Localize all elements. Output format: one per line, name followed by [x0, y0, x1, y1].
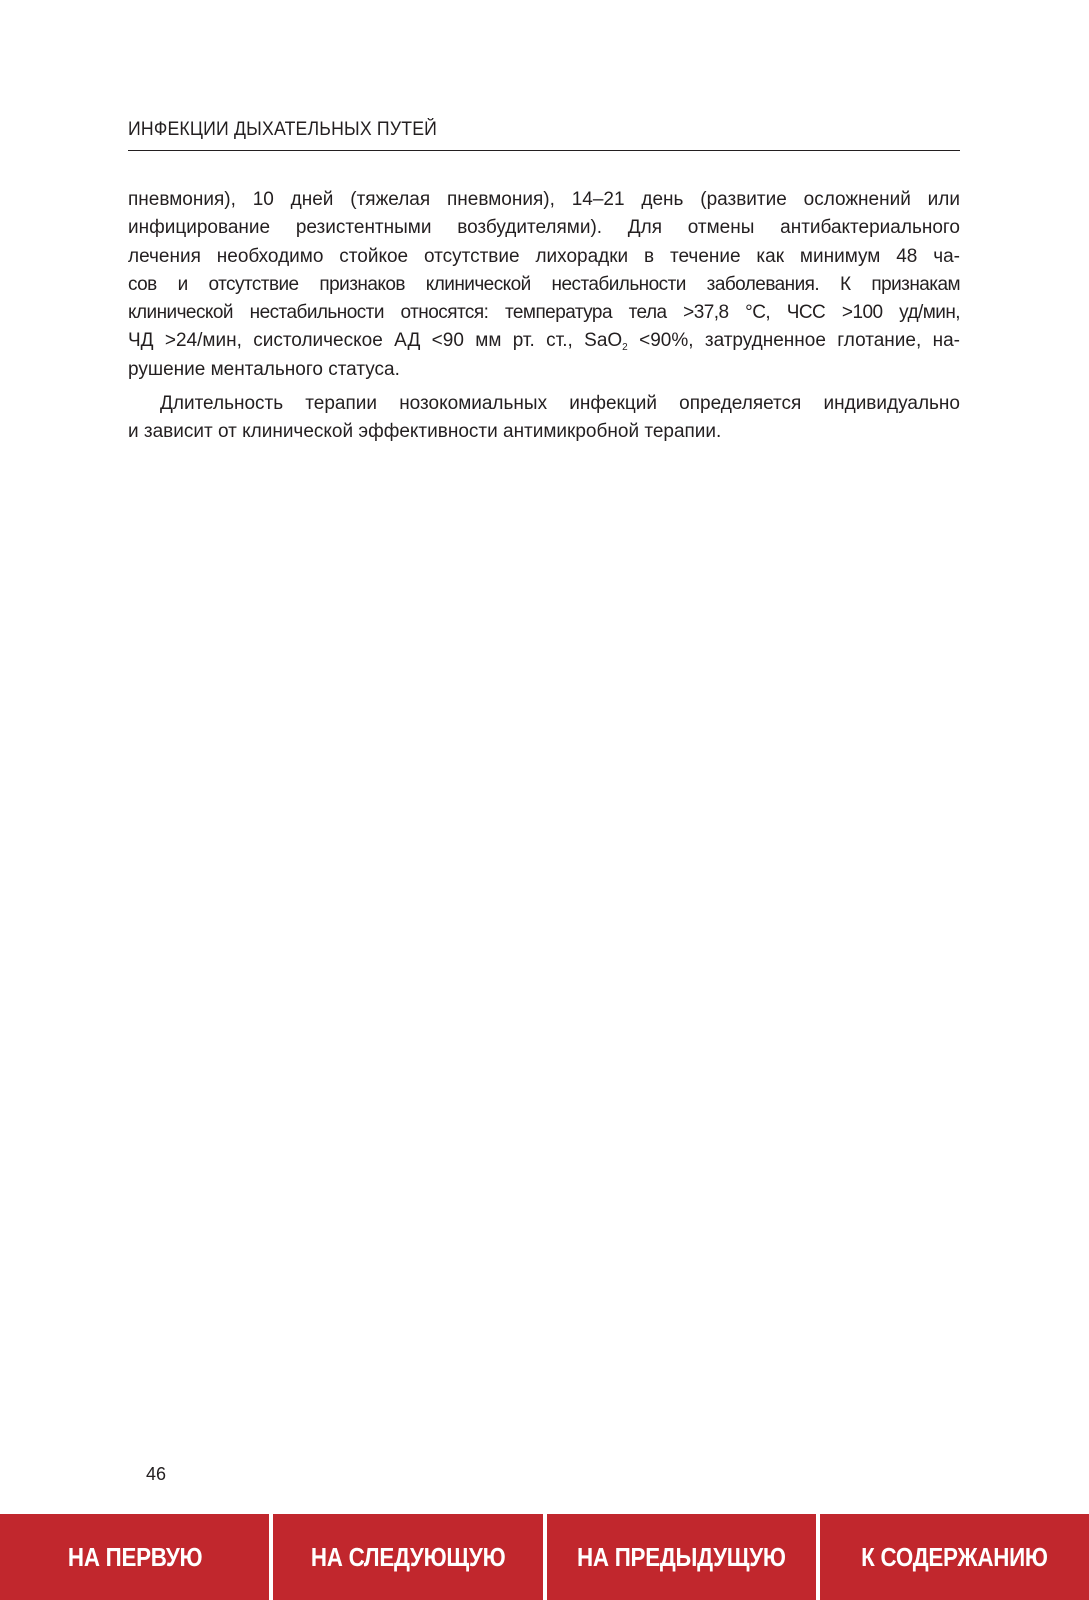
next-page-button[interactable]: [273, 1514, 542, 1600]
text-line: рушение ментального статуса.: [128, 358, 400, 380]
subscript: 2: [622, 342, 628, 354]
button-label: НА СЛЕДУЮЩУЮ: [310, 1541, 506, 1572]
first-page-button[interactable]: [0, 1514, 269, 1600]
section-title: ИНФЕКЦИИ ДЫХАТЕЛЬНЫХ ПУТЕЙ: [128, 119, 438, 140]
text-line: пневмония), 10 дней (тяжелая пневмония), 14–21 день (развитие осложнений или: [128, 189, 960, 210]
text-line: и зависит от клинической эффективности антимикробной терапии.: [128, 421, 722, 443]
body-text: [128, 186, 960, 447]
text-line: сов и отсутствие признаков клинической нестабильности заболевания. К признакам: [128, 273, 960, 295]
paragraph-2: [128, 390, 960, 447]
contents-button[interactable]: [820, 1514, 1089, 1600]
text-line: Длительность терапии нозокомиальных инфекций определяется индивидуально: [160, 393, 960, 415]
button-label: НА ПРЕДЫДУЩУЮ: [576, 1541, 786, 1572]
text-line: клинической нестабильности относятся: температура тела >37,8 °С, ЧСС >100 уд/мин,: [128, 302, 960, 324]
navigation-bar: [0, 1514, 1089, 1600]
text-line: [128, 327, 960, 355]
button-label: НА ПЕРВУЮ: [67, 1541, 202, 1572]
text-fragment: <90%, затрудненное глотание, на-: [627, 330, 960, 352]
page-number: 46: [146, 1464, 167, 1484]
text-fragment: ЧД >24/мин, систолическое АД <90 мм рт. ст., SaO: [128, 330, 623, 352]
button-label: К СОДЕРЖАНИЮ: [861, 1541, 1048, 1572]
text-line: лечения необходимо стойкое отсутствие лихорадки в течение как минимум 48 ча-: [128, 245, 960, 267]
text-line: инфицирование резистентными возбудителями). Для отмены антибактериального: [128, 217, 960, 239]
running-header: [128, 118, 960, 151]
previous-page-button[interactable]: [547, 1514, 816, 1600]
paragraph-1: [128, 186, 960, 384]
